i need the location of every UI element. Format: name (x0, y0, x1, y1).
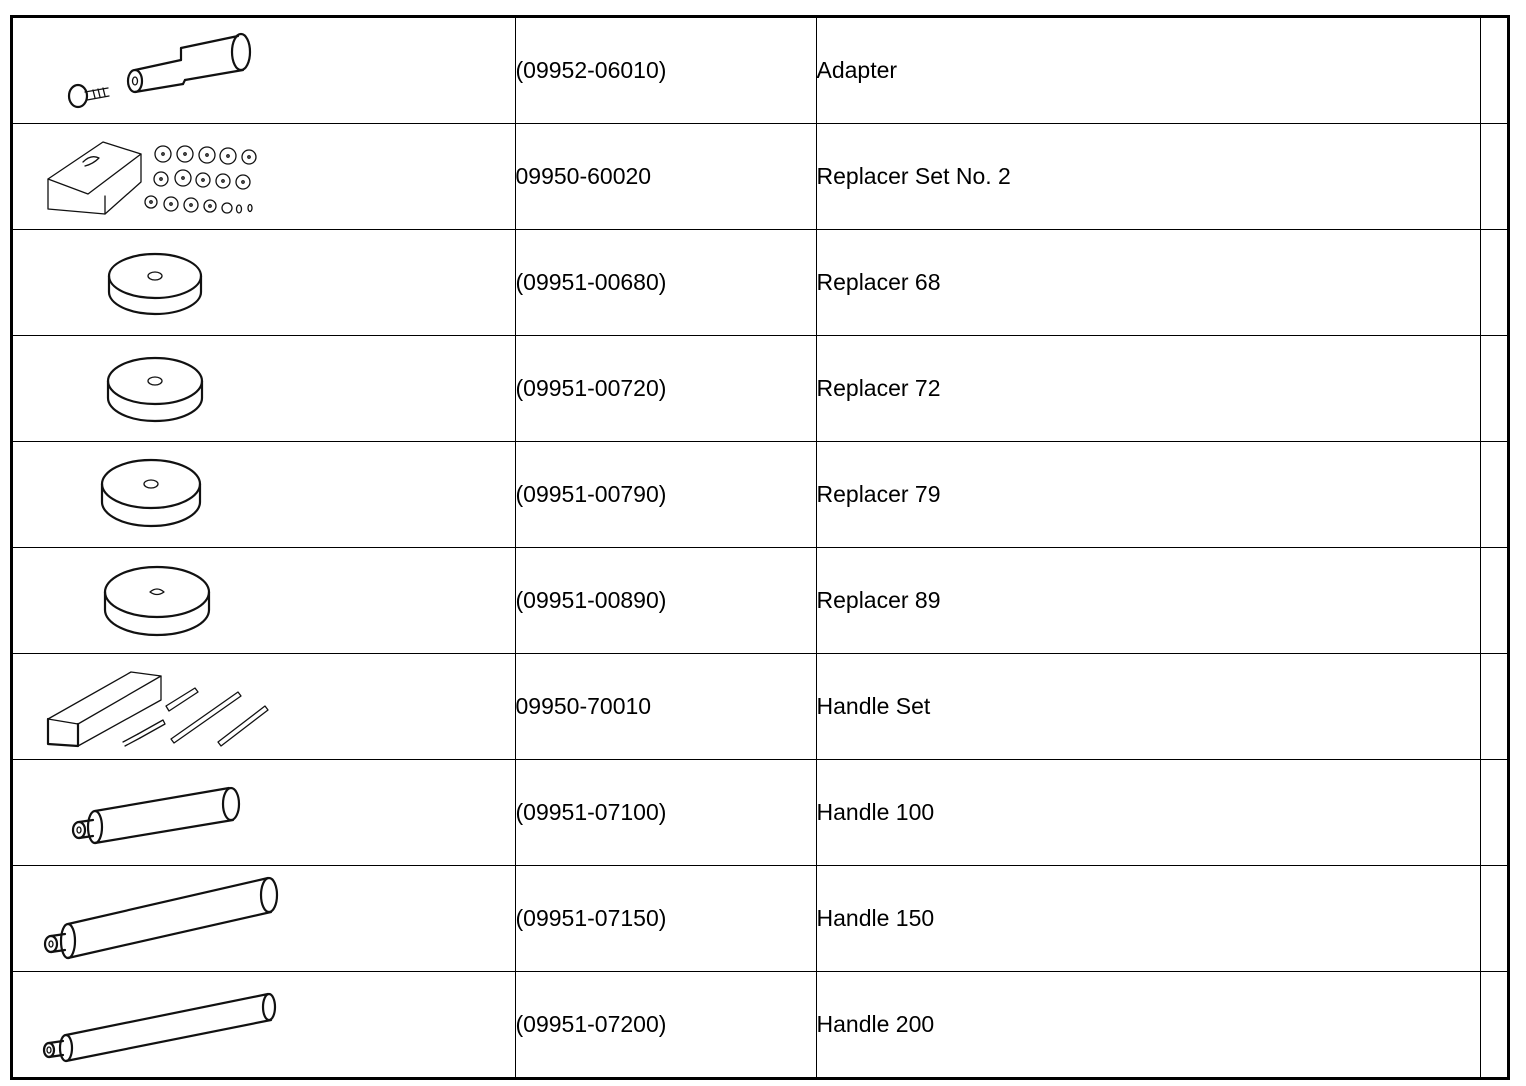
tool-number: (09951-00680) (515, 229, 816, 335)
tool-name: Replacer 79 (816, 441, 1480, 547)
replacer-disc-illustration (13, 336, 313, 440)
table-row (13, 18, 1507, 123)
tool-name: Replacer 68 (816, 229, 1480, 335)
table-row (13, 653, 1507, 759)
blank-cell (1480, 335, 1507, 441)
tool-number: (09951-00890) (515, 547, 816, 653)
tool-number: (09951-07100) (515, 759, 816, 865)
tool-number: 09950-70010 (515, 653, 816, 759)
table-row (13, 759, 1507, 865)
blank-cell (1480, 547, 1507, 653)
tool-illustration-cell (13, 335, 515, 441)
tool-name: Replacer Set No. 2 (816, 123, 1480, 229)
table-row (13, 335, 1507, 441)
replacer-disc-illustration (13, 548, 313, 652)
blank-cell (1480, 865, 1507, 971)
replacer-disc-illustration (13, 230, 313, 334)
blank-cell (1480, 653, 1507, 759)
blank-cell (1480, 441, 1507, 547)
table-row (13, 865, 1507, 971)
tool-name: Handle 200 (816, 971, 1480, 1077)
tool-illustration-cell (13, 653, 515, 759)
table-row (13, 229, 1507, 335)
tool-illustration-cell (13, 229, 515, 335)
blank-cell (1480, 971, 1507, 1077)
tool-number: (09951-07200) (515, 971, 816, 1077)
tool-number: (09951-00790) (515, 441, 816, 547)
tool-name: Replacer 72 (816, 335, 1480, 441)
handle-illustration (13, 760, 313, 864)
tool-name: Handle 150 (816, 865, 1480, 971)
tool-name: Handle Set (816, 653, 1480, 759)
handle-illustration (13, 866, 313, 970)
table-row (13, 123, 1507, 229)
tool-illustration-cell (13, 865, 515, 971)
special-tools-table (13, 18, 1507, 1077)
tool-number: (09951-00720) (515, 335, 816, 441)
handle-illustration (13, 972, 313, 1076)
tool-number: (09951-07150) (515, 865, 816, 971)
tool-name: Adapter (816, 18, 1480, 123)
tool-illustration-cell (13, 123, 515, 229)
replacer-set-illustration (13, 124, 313, 228)
tool-illustration-cell (13, 18, 515, 123)
blank-cell (1480, 759, 1507, 865)
tool-illustration-cell (13, 441, 515, 547)
table-row (13, 441, 1507, 547)
blank-cell (1480, 18, 1507, 123)
table-row (13, 971, 1507, 1077)
handle-set-illustration (13, 654, 313, 758)
tool-illustration-cell (13, 547, 515, 653)
replacer-disc-illustration (13, 442, 313, 546)
tool-list-sheet (10, 15, 1510, 1080)
adapter-illustration (13, 18, 313, 122)
tool-illustration-cell (13, 971, 515, 1077)
tool-number: 09950-60020 (515, 123, 816, 229)
tool-name: Replacer 89 (816, 547, 1480, 653)
blank-cell (1480, 123, 1507, 229)
blank-cell (1480, 229, 1507, 335)
table-row (13, 547, 1507, 653)
tool-name: Handle 100 (816, 759, 1480, 865)
tool-illustration-cell (13, 759, 515, 865)
tool-number: (09952-06010) (515, 18, 816, 123)
